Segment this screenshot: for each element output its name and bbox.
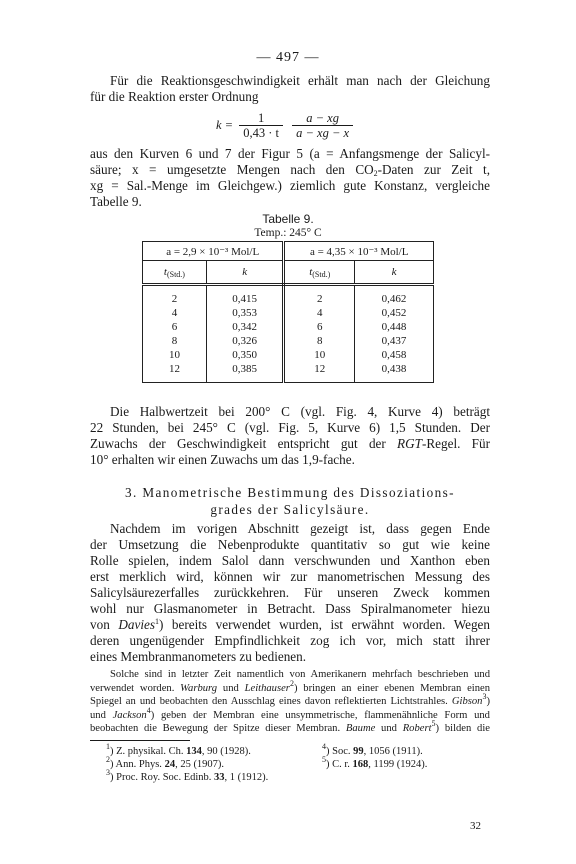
- heading-line: grades der Salicylsäure.: [210, 502, 370, 517]
- table-cell: 4: [143, 306, 207, 320]
- footnote-3: $^3$) Proc. Roy. Soc. Edinb. 33, 1 (1912).: [106, 768, 269, 783]
- text-line: wohl nur Glasmanometer in Betracht. Dass Spiralmanometer hiezu: [90, 601, 490, 616]
- text-line: 22 Stunden, bei 245° C (vgl. Fig. 5, Kurve 6) 1,5 Stunden. Der: [90, 420, 490, 435]
- table-cell: 0,353: [206, 306, 284, 320]
- section-heading: [90, 484, 490, 518]
- table-cell: 0,452: [355, 306, 434, 320]
- table-cell: 8: [143, 334, 207, 348]
- paragraph-curves: [90, 146, 490, 210]
- formula-lhs: k =: [216, 117, 234, 132]
- text-line: für die Reaktion erster Ordnung: [90, 89, 259, 104]
- table-cell: 0,385: [206, 362, 284, 383]
- text-line: Solche sind in letzter Zeit namentlich von Amerikanern mehrfach beschrieben und: [110, 669, 490, 680]
- footnote-divider: [90, 740, 190, 741]
- text-line: aus den Kurven 6 und 7 der Figur 5 (a = Anfangsmenge der Salicyl-: [90, 146, 490, 161]
- fraction-numerator: 1: [239, 111, 283, 126]
- footnote-1: $^1$) Z. physikal. Ch. 134, 90 (1928).: [106, 742, 251, 757]
- text-line: Nachdem im vorigen Abschnitt gezeigt ist, dass gegen Ende: [110, 521, 490, 536]
- group-header-2: a = 4,35 × 10⁻³ Mol/L: [284, 242, 434, 261]
- fraction-numerator: a − xg: [292, 111, 353, 126]
- table-cell: 6: [284, 320, 355, 334]
- text-line: und Jackson$^4$) geben der Membran eine unsymmetrische, flammenähnliche Form und: [90, 705, 490, 721]
- column-header-k: k: [355, 261, 434, 285]
- text-line: xg = Sal.-Menge im Gleichgew.) ziemlich gute Konstanz, vergleiche: [90, 178, 490, 193]
- table-cell: 0,438: [355, 362, 434, 383]
- text-line: Rolle spielen, indem Salol dann verschwunden und Xanthon eben: [90, 553, 490, 568]
- table-cell: 0,462: [355, 285, 434, 307]
- table-row: [143, 362, 434, 383]
- fraction-two: [292, 111, 353, 141]
- footnote-2: $^2$) Ann. Phys. 24, 25 (1907).: [106, 755, 225, 770]
- text-line: Spiegel an und beobachten den Ausschlag eines davon reflektierten Lichtstrahles. Gibson$^3$): [90, 692, 490, 707]
- rate-equation: [216, 111, 356, 141]
- table-cell: 2: [284, 285, 355, 307]
- fraction-denominator: a − xg − x: [296, 126, 350, 140]
- paragraph-half-life: [90, 404, 490, 468]
- text-line: Salicylsäurezerfalles zurückkehren. Für unseren Zweck kommen: [90, 585, 490, 600]
- text-line: erst merklich wird, können wir zur manometrischen Messung des: [90, 569, 490, 584]
- table-row: [143, 285, 434, 307]
- data-table: [142, 241, 434, 383]
- table-cell: 12: [284, 362, 355, 383]
- table-cell: 0,342: [206, 320, 284, 334]
- table-cell: 8: [284, 334, 355, 348]
- group-header-1: a = 2,9 × 10⁻³ Mol/L: [143, 242, 284, 261]
- signature-number: 32: [470, 820, 481, 832]
- text-line: der Umsetzung die Nebenprodukte quantitativ so gut wie keine: [90, 537, 490, 552]
- text-line: säure; x = umgesetzte Mengen nach den $CO_2$-Daten zur Zeit t,: [90, 162, 490, 178]
- footnote-4: $^4$) Soc. 99, 1056 (1911).: [322, 742, 423, 757]
- text-line: von Davies$^1$) bereits verwendet wurden, ist erwähnt worden. Wegen: [90, 617, 490, 632]
- table-caption: Tabelle 9.: [262, 212, 314, 226]
- table-cell: 12: [143, 362, 207, 383]
- text-line: Für die Reaktionsgeschwindigkeit erhält man nach der Gleichung: [110, 73, 490, 88]
- text-line: verwendet worden. Warburg und Leithauser$^2$) bringen an einer ebenen Membran einen: [90, 678, 491, 694]
- table-cell: 0,415: [206, 285, 284, 307]
- table-cell: 0,350: [206, 348, 284, 362]
- column-header-t: $t_{(Std.)}$: [143, 261, 207, 285]
- fraction-one: [239, 111, 283, 141]
- table-row: [143, 320, 434, 334]
- table-cell: 0,437: [355, 334, 434, 348]
- column-header-k: k: [206, 261, 284, 285]
- page-number: — 497 —: [256, 50, 320, 65]
- text-line: beobachten die Bewegung der Spitze dieser Membran. Baume und Robert$^5$) bilden die: [90, 719, 490, 734]
- table-row: [143, 306, 434, 320]
- small-print-paragraph: [90, 668, 490, 736]
- table-cell: 0,326: [206, 334, 284, 348]
- table-cell: 4: [284, 306, 355, 320]
- text-line: 10° erhalten wir einen Zuwachs um das 1,9-fache.: [90, 452, 355, 467]
- table-header-row: [143, 242, 434, 261]
- text-line: Tabelle 9.: [90, 194, 142, 209]
- table-cell: 10: [143, 348, 207, 362]
- fraction-denominator: 0,43 · t: [243, 126, 279, 140]
- paragraph-reaction-rate: [90, 73, 490, 105]
- table-cell: 6: [143, 320, 207, 334]
- text-line: Zuwachs der Geschwindigkeit entspricht gut der RGT-Regel. Für: [90, 436, 490, 451]
- table-row: [143, 334, 434, 348]
- table-cell: 0,458: [355, 348, 434, 362]
- heading-line: 3. Manometrische Bestimmung des Dissoziations-: [125, 485, 455, 500]
- table-subcaption: Temp.: 245° C: [254, 227, 322, 239]
- column-header-t: $t_{(Std.)}$: [284, 261, 355, 285]
- footnote-5: $^5$) C. r. 168, 1199 (1924).: [322, 755, 428, 770]
- table-cell: 10: [284, 348, 355, 362]
- table-cell: 0,448: [355, 320, 434, 334]
- paragraph-manometer: [90, 521, 490, 665]
- text-line: eines Membranmanometers zu bedienen.: [90, 649, 307, 664]
- table-column-row: [143, 261, 434, 285]
- text-line: deren ungenügender Empfindlichkeit zog ich vor, mich statt ihrer: [90, 633, 490, 648]
- table-cell: 2: [143, 285, 207, 307]
- table-row: [143, 348, 434, 362]
- text-line: Die Halbwertzeit bei 200° C (vgl. Fig. 4, Kurve 4) beträgt: [110, 404, 490, 419]
